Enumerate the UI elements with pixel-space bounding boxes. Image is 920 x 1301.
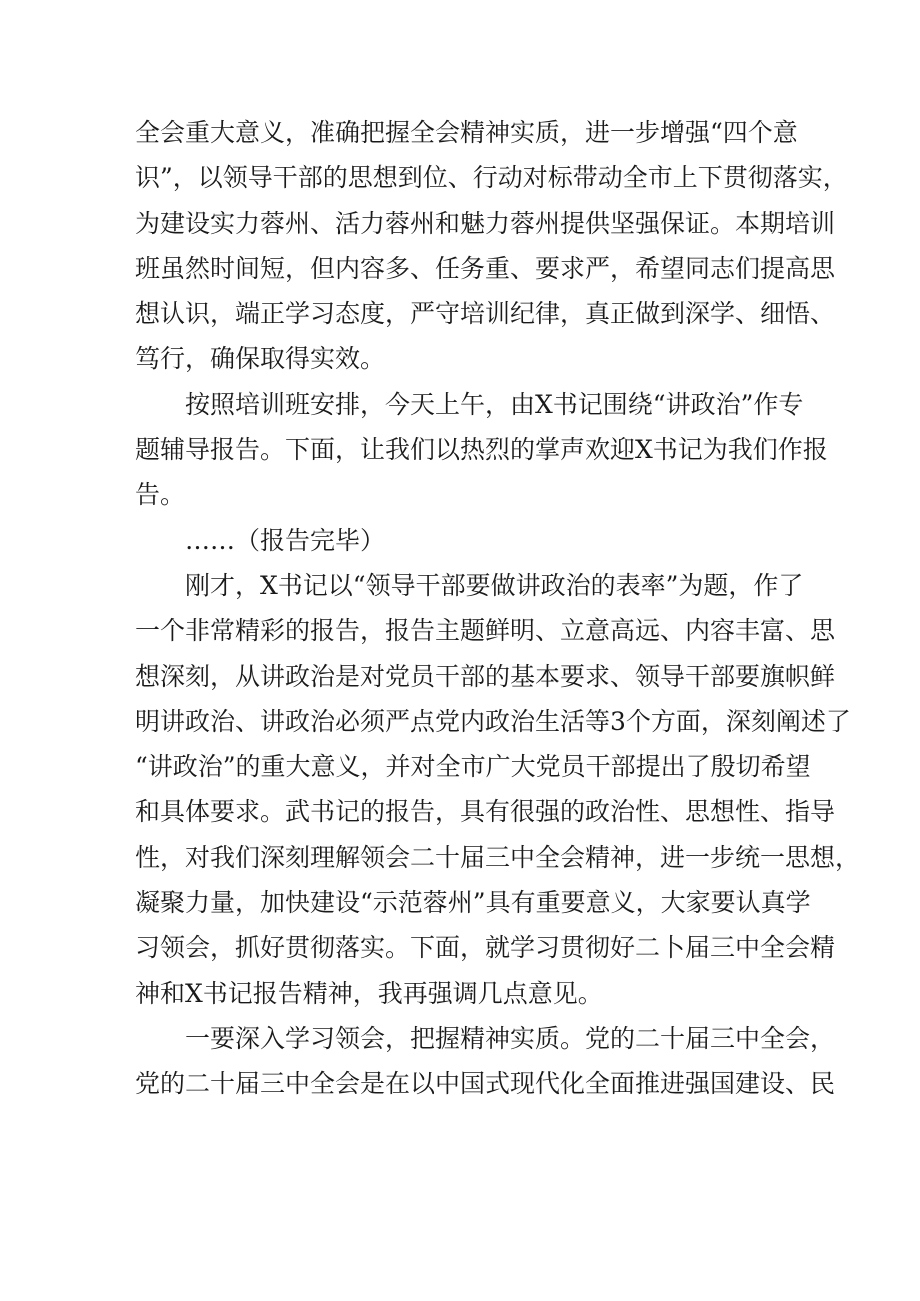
text-line: 想认识，端正学习态度，严守培训纪律，真正做到深学、细悟、 (135, 299, 836, 329)
text-line: 刚才，X书记以“领导干部要做讲政治的表率”为题，作了 (135, 570, 804, 600)
text-line: 班虽然时间短，但内容多、任务重、要求严，希望同志们提高思 (135, 253, 836, 283)
paragraph-2 (135, 382, 828, 518)
text-line: 明讲政治、讲政治必须严点党内政治生活等3个方面，深刻阐述了 (135, 706, 851, 736)
text-line: 习领会，抓好贯彻落实。下面，就学习贯彻好二卜届三中全会精 (135, 933, 836, 963)
paragraph-1 (135, 110, 848, 382)
text-line: 全会重大意义，准确把握全会精神实质，进一步增强“四个意 (135, 118, 798, 147)
text-line: 笃行，确保取得实效。 (135, 344, 386, 374)
text-line: 一要深入学习领会，把握精神实质。党的二十届三中全会， (135, 1023, 836, 1053)
text-line: 题辅导报告。下面，让我们以热烈的掌声欢迎X书记为我们作报 (135, 435, 828, 465)
paragraph-5 (135, 1016, 836, 1107)
text-line: 党的二十届三中全会是在以中国式现代化全面推进强国建设、民 (135, 1069, 836, 1099)
paragraph-3 (135, 518, 795, 563)
text-line: 为建设实力蓉州、活力蓉州和魅力蓉州提供坚强保证。本期培训 (135, 208, 836, 238)
text-line: 凝聚力量，加快建设“示范蓉州”具有重要意义，大家要认真学 (135, 888, 811, 918)
text-line: 识”，以领导干部的思想到位、行动对标带动全市上下贯彻落实， (135, 163, 848, 193)
text-line: ……（报告完毕） (135, 525, 386, 555)
document-body (135, 110, 861, 1107)
paragraph-4 (135, 563, 861, 1016)
text-line: 一个非常精彩的报告，报告主题鲜明、立意高远、内容丰富、思 (135, 616, 836, 646)
text-line: 和具体要求。武书记的报告，具有很强的政治性、思想性、指导 (135, 797, 836, 827)
text-line: 神和X书记报告精神，我再强调几点意见。 (135, 978, 603, 1008)
text-line: 按照培训班安排，今天上午，由X书记围绕“讲政治”作专 (135, 389, 804, 419)
text-line: 告。 (135, 480, 186, 510)
text-line: 性，对我们深刻理解领会二十届三中全会精神，进一步统一思想， (135, 842, 861, 872)
text-line: “讲政治”的重大意义，并对全市广大党员干部提出了殷切希望 (135, 752, 811, 782)
text-line: 想深刻，从讲政治是对党员干部的基本要求、领导干部要旗帜鲜 (135, 661, 836, 691)
